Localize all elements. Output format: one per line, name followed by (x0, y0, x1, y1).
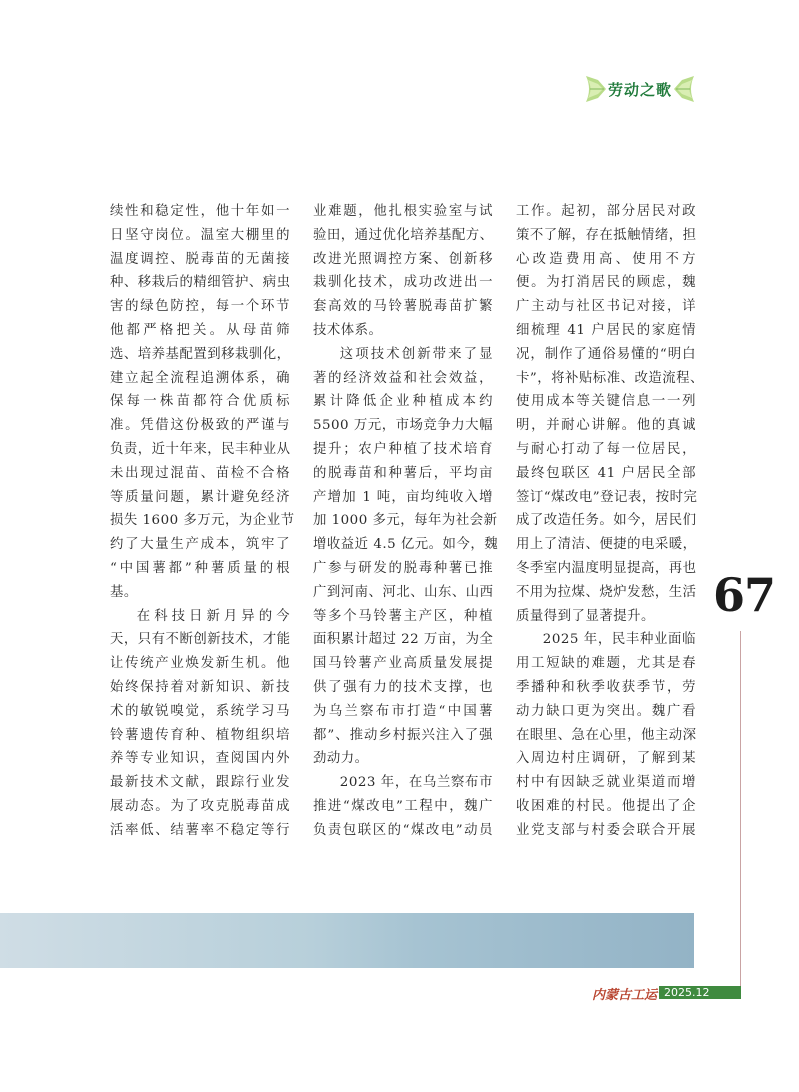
article-text-line: 卡”，将补贴标准、改造流程、 (516, 370, 704, 386)
article-text-line: 温度调控、脱毒苗的无菌接 (110, 251, 290, 267)
article-text-line: 最终包联区 41 户居民全部 (516, 465, 696, 481)
article-text-line: 广参与研发的脱毒种薯已推 (313, 560, 493, 576)
article-text-line: 损失 1600 多万元，为企业节 (110, 513, 295, 529)
magazine-logo-icon (590, 985, 660, 1003)
article-text-line: 栽驯化技术，成功改进出一 (313, 275, 493, 291)
article-text-line: 日坚守岗位。温室大棚里的 (110, 227, 290, 243)
article-text-line: 累计降低企业种植成本约 (313, 394, 493, 410)
article-text-line: 5500 万元，市场竞争力大幅 (313, 418, 493, 434)
article-text-line: 村中有因缺乏就业渠道而增 (516, 775, 696, 791)
article-text-line: 使用成本等关键信息一一列 (516, 394, 696, 410)
article-text-line: 的脱毒苗和种薯后，平均亩 (313, 465, 493, 481)
article-text-line: 增收益近 4.5 亿元。如今，魏 (313, 537, 499, 553)
article-text-line: 展动态。为了攻克脱毒苗成 (110, 798, 290, 814)
article-text-line: 业党支部与村委会联合开展 (516, 822, 696, 838)
article-text-line: 技术体系。 (313, 322, 383, 338)
article-text-line: 广到河南、河北、山东、山西 (313, 584, 494, 600)
article-text-line: 负责，近十年来，民丰种业从 (110, 441, 291, 457)
article-text-line: 工作。起初，部分居民对政 (516, 204, 696, 219)
article-text-line: 著的经济效益和社会效益， (313, 370, 493, 386)
article-text-line: 天，只有不断创新技术，才能 (110, 632, 291, 648)
article-text-line: 明，并耐心讲解。他的真诚 (516, 418, 696, 434)
article-text-line: 未出现过混苗、苗检不合格 (110, 465, 290, 481)
article-text-line: 入周边村庄调研，了解到某 (516, 751, 696, 767)
article-text-line: 业难题，他扎根实验室与试 (313, 204, 493, 219)
article-text-line: 准。凭借这份极致的严谨与 (110, 418, 290, 434)
article-text-line: 基。 (110, 584, 138, 600)
article-text-line: 术的敏锐嗅觉，系统学习马 (110, 703, 290, 719)
article-text-line: 他都严格把关。从母苗筛 (110, 322, 290, 338)
article-text-line: 始终保持着对新知识、新技 (110, 679, 290, 695)
article-text-line: 验田，通过优化培养基配方、 (313, 227, 494, 243)
leaf-ornament-right-icon (672, 74, 696, 104)
article-text-line: 冬季室内温度明显提高，再也 (516, 560, 697, 576)
article-text-line: 在科技日新月异的今 (136, 608, 290, 624)
article-text-line: 都”、推动乡村振兴注入了强 (313, 727, 493, 743)
article-text-line: 建立起全流程追溯体系，确 (110, 370, 290, 386)
article-text-line: 续性和稳定性，他十年如一 (110, 204, 290, 219)
article-text-line: 活率低、结薯率不稳定等行 (110, 822, 290, 838)
article-text-line: 保每一株苗都符合优质标 (110, 394, 290, 410)
article-text-line: 广主动与社区书记对接，详 (516, 299, 696, 315)
article-text-line: 种、移栽后的精细管护、病虫 (110, 275, 291, 291)
article-text-line: 收困难的村民。他提出了企 (516, 798, 696, 814)
article-text-line: 让传统产业焕发新生机。他 (110, 656, 290, 672)
svg-text:内蒙古工运: 内蒙古工运 (592, 988, 658, 1003)
article-text-line: 等多个马铃薯主产区，种植 (313, 608, 493, 624)
article-text-line: 负责包联区的“煤改电”动员 (313, 822, 493, 838)
article-text-line: 约了大量生产成本，筑牢了 (110, 537, 290, 553)
article-text-line: 2025 年，民丰种业面临 (542, 632, 696, 648)
article-text-line: 动力缺口更为突出。魏广看 (516, 703, 696, 719)
article-text-line: 况，制作了通俗易懂的“明白 (516, 346, 696, 362)
vertical-divider (740, 631, 741, 998)
article-text-line: 提升；农户种植了技术培育 (313, 441, 493, 457)
article-text-line: 2023 年，在乌兰察布市 (339, 775, 493, 791)
section-title: 劳动之歌 (607, 80, 672, 99)
article-text-line: 套高效的马铃薯脱毒苗扩繁 (313, 299, 493, 315)
article-text-line: 铃薯遗传育种、植物组织培 (110, 727, 290, 743)
article-text-line: 质量得到了显著提升。 (516, 608, 655, 624)
article-text-line: 为乌兰察布市打造“中国薯 (313, 703, 493, 719)
article-column-2 (313, 200, 499, 843)
article-text-line: 供了强有力的技术支撑，也 (313, 679, 493, 695)
article-text-line: 成了改造任务。如今，居民们 (516, 513, 697, 529)
article-text-line: 与耐心打动了每一位居民， (516, 441, 696, 457)
article-text-line: 国马铃薯产业高质量发展提 (313, 656, 493, 672)
leaf-ornament-left-icon (584, 74, 608, 104)
article-text-line: “中国薯都”种薯质量的根 (110, 560, 290, 576)
article-text-line: 在眼里、急在心里，他主动深 (516, 727, 697, 743)
article-text-line: 面积累计超过 22 万亩，为全 (313, 632, 494, 648)
issue-date: 2025.12 (659, 986, 741, 999)
article-column-3 (516, 200, 704, 843)
article-text-line: 便。为打消居民的顾虑，魏 (516, 275, 696, 291)
article-text-line: 用工短缺的难题，尤其是春 (516, 656, 696, 672)
article-text-line: 用上了清洁、便捷的电采暖， (516, 537, 697, 553)
article-text-line: 等质量问题，累计避免经济 (110, 489, 290, 505)
article-text-line: 策不了解，存在抵触情绪，担 (516, 227, 697, 243)
article-text-line: 产增加 1 吨，亩均纯收入增 (313, 489, 493, 505)
article-text-line: 害的绿色防控，每一个环节 (110, 299, 290, 315)
article-text-line: 这项技术创新带来了显 (339, 346, 493, 362)
article-text-line: 季播种和秋季收获季节，劳 (516, 679, 696, 695)
article-column-1 (110, 200, 295, 843)
article-text-line: 最新技术文献，跟踪行业发 (110, 775, 290, 791)
decorative-gradient-band (0, 913, 694, 968)
section-header-badge (584, 72, 696, 106)
article-text-line: 心改造费用高、使用不方 (516, 251, 696, 267)
article-text-line: 选、培养基配置到移栽驯化， (110, 346, 291, 362)
article-text-line: 不用为拉煤、烧炉发愁，生活 (516, 584, 697, 600)
article-text-line: 劲动力。 (313, 751, 369, 767)
article-text-line: 细梳理 41 户居民的家庭情 (516, 322, 696, 338)
page-number: 67 (713, 568, 776, 622)
article-text-line: 签订“煤改电”登记表，按时完 (516, 489, 698, 505)
article-text-line: 加 1000 多元，每年为社会新 (313, 513, 498, 529)
article-text-line: 推进“煤改电”工程中，魏广 (313, 798, 493, 814)
article-text-line: 改进光照调控方案、创新移 (313, 251, 493, 267)
article-text-line: 养等专业知识，查阅国内外 (110, 751, 290, 767)
